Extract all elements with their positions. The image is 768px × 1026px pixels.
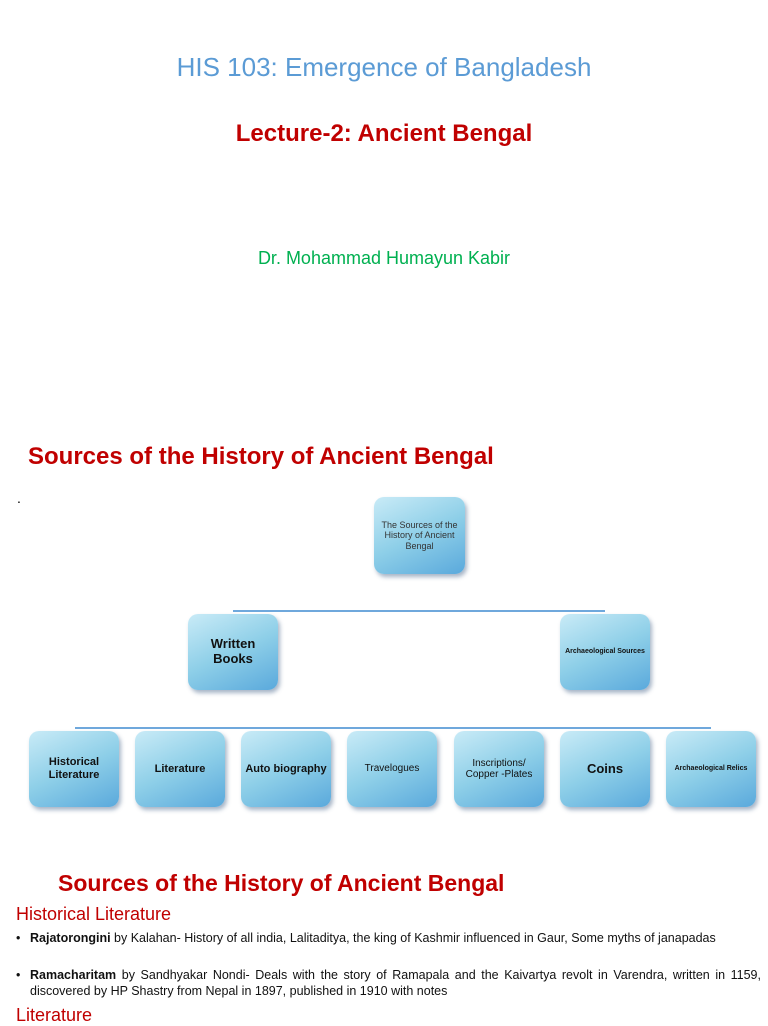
section-historical-literature: Historical Literature bbox=[16, 904, 172, 924]
node-literature: Literature bbox=[135, 731, 225, 807]
section-literature: Literature bbox=[16, 1005, 93, 1025]
bullet-icon: • bbox=[16, 931, 21, 945]
stray-dot: . bbox=[17, 490, 21, 506]
connector-line bbox=[233, 610, 605, 612]
lecture-title: Lecture-2: Ancient Bengal bbox=[235, 120, 533, 147]
book-description: by Kalahan- History of all india, Lalitaditya, the king of Kashmir influenced in Gaur, Some myths of janapadas bbox=[110, 931, 716, 945]
list-item bbox=[16, 968, 761, 999]
list-item bbox=[16, 931, 761, 947]
book-title: Ramacharitam bbox=[30, 968, 117, 982]
slide2-title: Sources of the History of Ancient Bengal bbox=[28, 443, 494, 470]
node-archaeological-relics: Archaeological Relics bbox=[666, 731, 756, 807]
node-archaeological-sources: Archaeological Sources bbox=[560, 614, 650, 690]
bullet-icon: • bbox=[16, 968, 21, 982]
book-description: by Sandhyakar Nondi- Deals with the story of Ramapala and the Kaivartya revolt in Varendra, written in 1159, discovered by HP Shastry from Nepal in 1897, published in 1910 with notes bbox=[30, 968, 761, 998]
node-autobiography: Auto biography bbox=[241, 731, 331, 807]
course-title: HIS 103: Emergence of Bangladesh bbox=[176, 52, 592, 82]
node-travelogues: Travelogues bbox=[347, 731, 437, 807]
node-coins: Coins bbox=[560, 731, 650, 807]
connector-line bbox=[75, 727, 711, 729]
book-title: Rajatorongini bbox=[30, 931, 111, 945]
node-written-books: Written Books bbox=[188, 614, 278, 690]
node-historical-literature: Historical Literature bbox=[29, 731, 119, 807]
slide3-title: Sources of the History of Ancient Bengal bbox=[58, 870, 505, 896]
node-root: The Sources of the History of Ancient Bengal bbox=[374, 497, 465, 574]
author-name: Dr. Mohammad Humayun Kabir bbox=[257, 248, 511, 268]
node-inscriptions: Inscriptions/ Copper -Plates bbox=[454, 731, 544, 807]
